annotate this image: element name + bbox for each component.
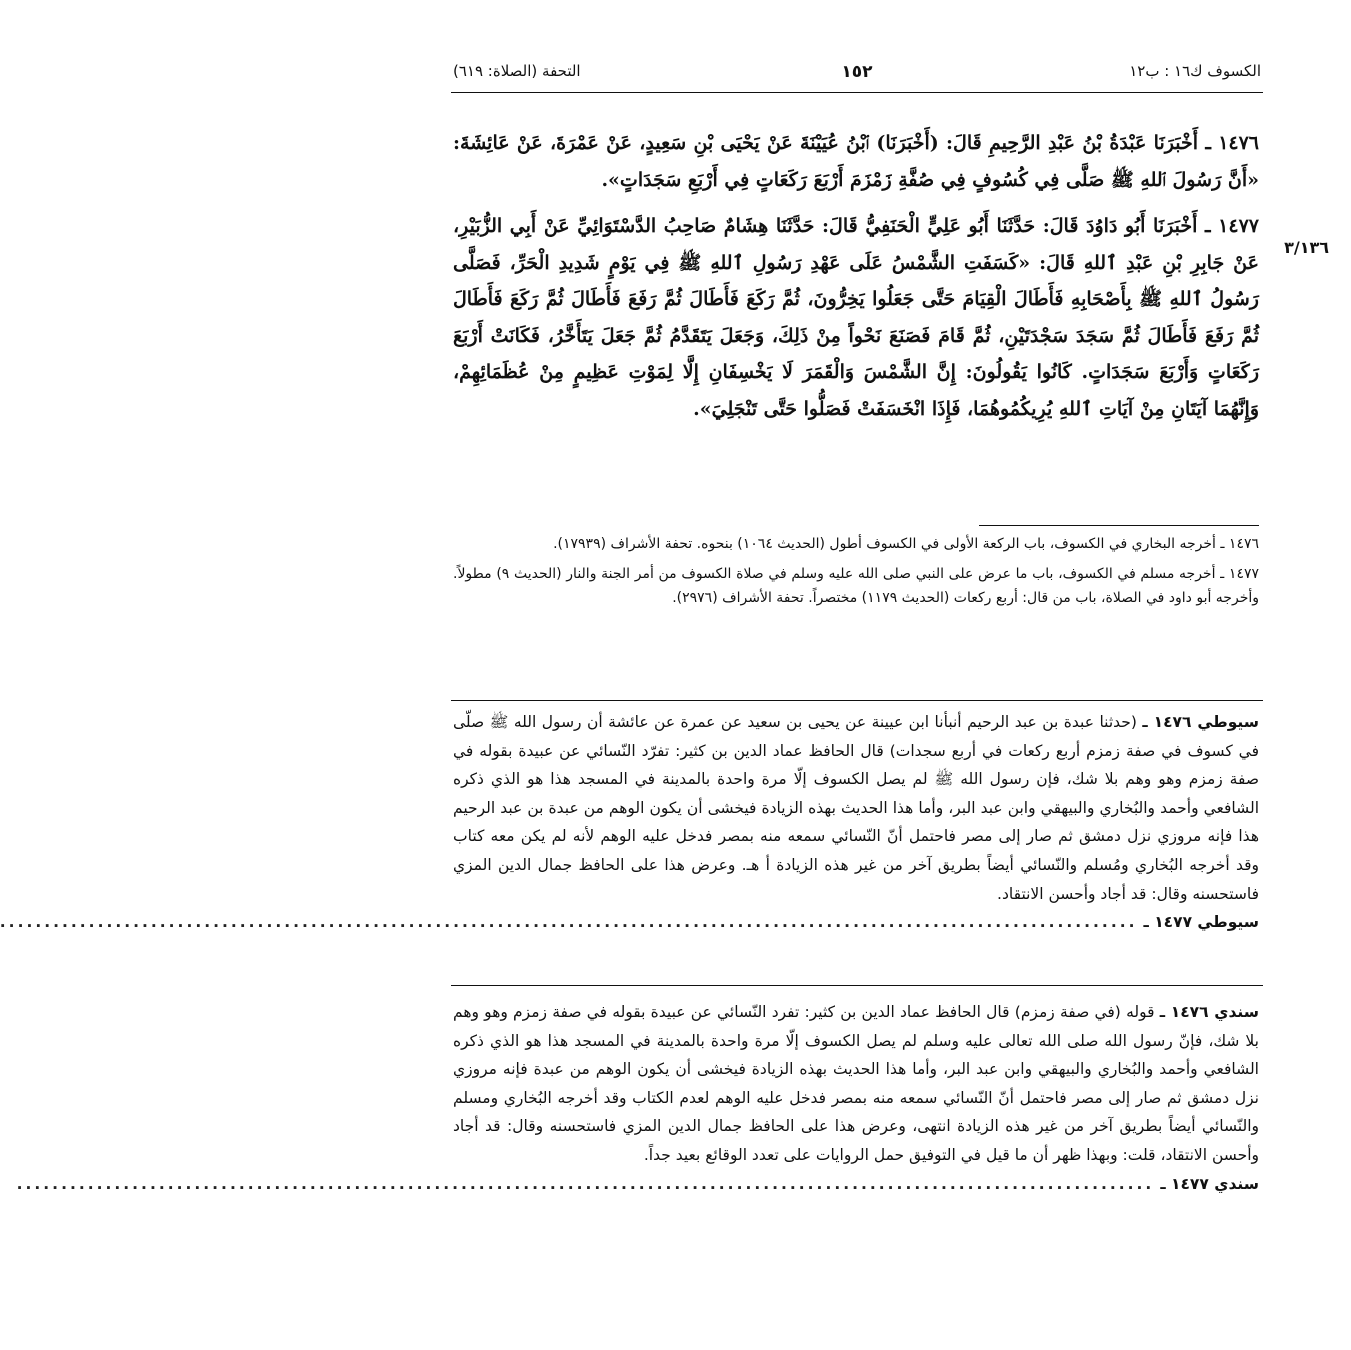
sindi-label: سندي ١٤٧٦ ـ [1159, 1003, 1259, 1021]
suyuti-1477 [0, 908, 1259, 937]
suyuti-next-label: سيوطي ١٤٧٧ ـ [1143, 913, 1259, 932]
footnote-rule [979, 525, 1259, 526]
sindi-1477 [16, 1170, 1259, 1199]
header-tuhfa-ref: التحفة (الصلاة: ٦١٩) [453, 62, 581, 80]
hadith-1476 [453, 125, 1259, 198]
header-rule [451, 92, 1263, 93]
running-header [453, 62, 1261, 88]
main-hadith-text [453, 125, 1259, 437]
margin-volume-ref: ٣/١٣٦ [1284, 238, 1329, 257]
dotted-leader: ................................................................................................................................ [0, 913, 1138, 932]
hadith-number: ١٤٧٧ ـ [1204, 215, 1259, 237]
sindi-text: قوله (في صفة زمزم) قال الحافظ عماد الدين بن كثير: تفرد النّسائي عن عبيدة بقوله في صفة زمزم وهو وهم بلا شك، فإنّ رسول الله صلى الله تعالى عليه وسلم لم يصل الكسوف إلّا مرة واحدة بالمدينة في المسجد هذا هو الذي ذكره الشافعي وأحمد والبُخاري والبيهقي وابن عبد البر، وأما هذا الحديث بهذه الزيادة فيخشى أن يكون الوهم من عبدة فإنه مروزي نزل دمشق ثم صار إلى مصر فاحتمل أنّ النّسائي سمعه منه بمصر فدخل عليه الوهم لعدم الكتاب وقد أخرجه البُخاري ومسلم والنّسائي أيضاً بطريق آخر من غير هذه الزيادة انتهى، وعرض هذا على الحافظ جمال الدين المزي فاستحسنه وقال: قد أجاد وأحسن الانتقاد، قلت: وبهذا ظهر أن ما قيل في التوفيق حمل الروايات على تعدد الوقائع بعيد جداً. [453, 1003, 1259, 1164]
sindi-rule [451, 985, 1263, 986]
suyuti-1476 [453, 708, 1259, 908]
commentary-rule [451, 700, 1263, 701]
hadith-number: ١٤٧٦ ـ [1205, 132, 1260, 154]
header-chapter: الكسوف ك١٦ : ب١٢ [1129, 62, 1261, 80]
sindi-commentary [16, 998, 1259, 1198]
hadith-isnad: أَخْبَرَنَا أَبُو دَاوُدَ قَالَ: حَدَّثَنَا أَبُو عَلِيٍّ الْحَنَفِيُّ قَالَ: حَدَّثَنَا هِشَامٌ صَاحِبُ الدَّسْتَوَائِيِّ عَنْ أَبِي الزُّبَيْرِ، عَنْ جَابِرِ بْنِ عَبْدِ ٱللهِ قَالَ: [453, 215, 1259, 274]
suyuti-text: (حدثنا عبدة بن عبد الرحيم أنبأنا ابن عيينة عن يحيى بن سعيد عن عمرة عن عائشة أن رسول الله ﷺ صلّى في كسوف في صفة زمزم أربع ركعات في أربع سجدات) قال الحافظ عماد الدين بن كثير: تفرّد النّسائي عن عبيدة بقوله في صفة زمزم وهو وهم بلا شك، فإن رسول الله ﷺ لم يصل الكسوف إلّا مرة واحدة بالمدينة في المسجد هذا هو الذي ذكره الشافعي وأحمد والبُخاري والبيهقي وابن عبد البر، وأما هذا الحديث بهذه الزيادة فيخشى أن يكون الوهم من عبدة بن عبد الرحيم هذا فإنه مروزي نزل دمشق ثم صار إلى مصر فاحتمل أنّ النّسائي سمعه منه بمصر فدخل عليه الوهم لأنه لم يكن معه كتاب وقد أخرجه البُخاري ومُسلم والنّسائي أيضاً بطريق آخر من غير هذه الزيادة أ هـ. وعرض هذا على الحافظ جمال الدين المزي فاستحسنه وقال: قد أجاد وأحسن الانتقاد. [453, 713, 1259, 903]
takhrij-1477: ١٤٧٧ ـ أخرجه مسلم في الكسوف، باب ما عرض على النبي صلى الله عليه وسلم في صلاة الكسوف من أمر الجنة والنار (الحديث ٩) مطولاً. وأخرجه أبو داود في الصلاة، باب من قال: أربع ركعات (الحديث ١١٧٩) مختصراً. تحفة الأشراف (٢٩٧٦). [453, 566, 1259, 606]
sindi-1476 [453, 998, 1259, 1170]
hadith-matn: «كَسَفَتِ الشَّمْسُ عَلَى عَهْدِ رَسُولِ ٱللهِ ﷺ فِي يَوْمٍ شَدِيدِ الْحَرِّ، فَصَلَّى رَسُولُ ٱللهِ ﷺ بِأَصْحَابِهِ فَأَطَالَ الْقِيَامَ حَتَّى جَعَلُوا يَخِرُّونَ، ثُمَّ رَكَعَ فَأَطَالَ ثُمَّ رَفَعَ فَأَطَالَ ثُمَّ رَكَعَ فَأَطَالَ ثُمَّ رَفَعَ فَأَطَالَ ثُمَّ سَجَدَ سَجْدَتَيْنِ، ثُمَّ قَامَ فَصَنَعَ نَحْواً مِنْ ذَلِكَ، وَجَعَلَ يَتَقَدَّمُ ثُمَّ جَعَلَ يَتَأَخَّرُ، فَكَانَتْ أَرْبَعَ رَكَعَاتٍ وَأَرْبَعَ سَجَدَاتٍ. كَانُوا يَقُولُونَ: إِنَّ الشَّمْسَ وَالْقَمَرَ لَا يَخْسِفَانِ إِلَّا لِمَوْتِ عَظِيمٍ مِنْ عُظَمَائِهِمْ، وَإِنَّهُمَا آيَتَانِ مِنْ آيَاتِ ٱللهِ يُرِيكُمُوهُمَا، فَإِذَا انْخَسَفَتْ فَصَلُّوا حَتَّى تَنْجَلِيَ». [453, 251, 1259, 420]
hadith-1477 [453, 208, 1259, 427]
page-number: ١٥٢ [841, 62, 873, 82]
hadith-isnad: أَخْبَرَنَا عَبْدَةُ بْنُ عَبْدِ الرَّحِيمِ قَالَ: (أَخْبَرَنَا) ٱبْنُ عُيَيْنَةَ عَنْ يَحْيَى بْنِ سَعِيدٍ، عَنْ عَمْرَةَ، عَنْ عَائِشَةَ: [453, 132, 1198, 154]
sindi-next-label: سندي ١٤٧٧ ـ [1160, 1174, 1259, 1193]
takhrij-1476: ١٤٧٦ ـ أخرجه البخاري في الكسوف، باب الركعة الأولى في الكسوف أطول (الحديث ١٠٦٤) بنحوه. تحفة الأشراف (١٧٩٣٩). [553, 536, 1259, 552]
takhrij-footnotes [453, 532, 1259, 616]
dotted-leader: ................................................................................................................................ [16, 1174, 1155, 1193]
hadith-matn: «أَنَّ رَسُولَ ٱللهِ ﷺ صَلَّى فِي كُسُوفٍ فِي صُفَّةِ زَمْزَمَ أَرْبَعَ رَكَعَاتٍ فِي أَرْبَعِ سَجَدَاتٍ». [601, 168, 1259, 191]
suyuti-commentary [0, 708, 1259, 937]
suyuti-label: سيوطي ١٤٧٦ ـ [1142, 713, 1259, 731]
